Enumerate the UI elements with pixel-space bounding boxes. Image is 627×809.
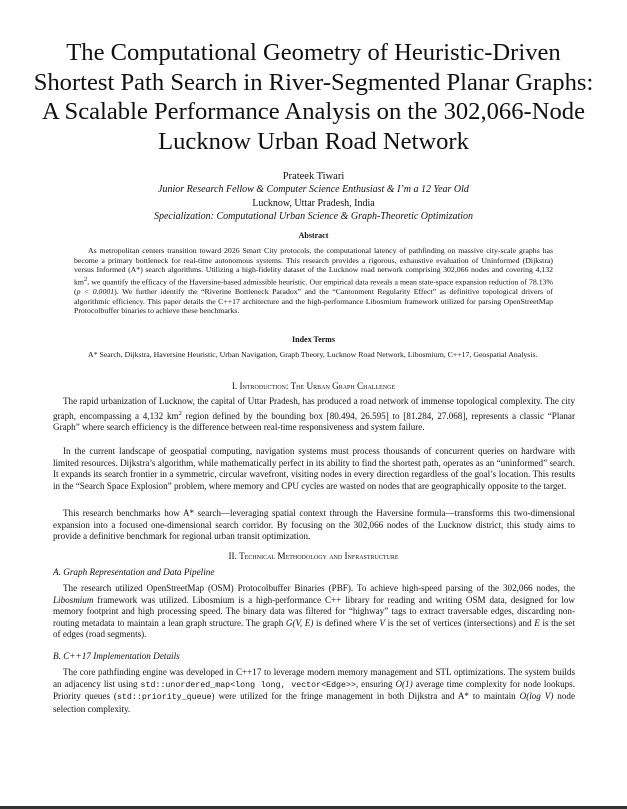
section-1-paragraph <box>53 396 575 434</box>
abstract-heading: Abstract <box>298 231 329 240</box>
section-1-heading <box>0 381 627 391</box>
section-title: Introduction: The Urban Graph Challenge <box>239 381 396 391</box>
paragraph-part: ) were utilized for the fringe management in both Dijkstra and A* to maintain <box>211 691 520 702</box>
paragraph-part: is the set of vertices (intersections) and <box>384 617 535 628</box>
paragraph-part: The research utilized OpenStreetMap (OSM) Protocolbuffer Binaries (PBF). To achieve high-speed parsing of the 302,066 nodes, the <box>63 583 575 593</box>
abstract-part: , we quantify the efficacy of the Haversine-based admissible heuristic. Our empirical data reveals a mean state-space expansion reduction of 78.13% ( <box>74 277 553 296</box>
paragraph-part: framework was utilized. Libosmium is a high-performance C++ library for reading and writing OSM data, designed for low memory footprint and high processing speed. The binary data was filtered for “highway” tags to extract traversable edges, discarding non-routing metadata to maintain a lean graph structure. The graph <box>53 594 575 628</box>
math-v: V <box>379 617 385 628</box>
paragraph-sup: 2 <box>178 409 182 417</box>
math-graph: G(V, E) <box>285 617 314 628</box>
paragraph-part: is the set of edges (road segments). <box>53 617 575 640</box>
section-2b-paragraph <box>53 667 575 715</box>
abstract-part: As metropolitan centers transition toward 2026 Smart City protocols, the computational latency of pathfinding on massive city-scale graphs has become a primary bottleneck for real-time autonomous systems. This research provides a rigorous, exhaustive evaluation of Uninformed (Dijkstra) versus Informed (A*) search algorithms. Utilizing a high-fidelity dataset of the Lucknow road network comprising 302,066 nodes and covering 4,132 km <box>74 246 553 287</box>
author-block <box>0 170 627 224</box>
paragraph-part: average time complexity for node lookups. Priority queues ( <box>53 678 575 702</box>
section-number: I. <box>231 381 240 391</box>
subsection-b-heading: B. C++17 Implementation Details <box>53 651 180 661</box>
paragraph-part: is defined where <box>313 617 380 628</box>
code-snippet: std::priority_queue <box>116 693 212 703</box>
author-name: Prateek Tiwari <box>282 171 345 182</box>
paper-title: The Computational Geometry of Heuristic-Driven Shortest Path Search in River-Segmented Planar Graphs: A Scalable Performance Analysis on the 302,066-Node Lucknow Urban Road Network <box>33 39 594 155</box>
code-snippet: std::unordered_map<long long, vector<Edge>> <box>140 680 356 690</box>
abstract-sup: 2 <box>83 275 88 283</box>
paragraph-part: node selection complexity. <box>53 691 575 714</box>
math-e: E <box>534 617 540 628</box>
section-title: Technical Methodology and Infrastructure <box>239 551 399 561</box>
paragraph-part: The rapid urbanization of Lucknow, the capital of Uttar Pradesh, has produced a road network of immense topological complexity. The city graph, encompassing a 4,132 km <box>53 396 575 421</box>
abstract-text <box>74 246 553 316</box>
subsection-a-heading: A. Graph Representation and Data Pipeline <box>53 567 215 577</box>
math-complexity: O(1) <box>395 678 413 689</box>
math-complexity: O(log V) <box>519 691 554 702</box>
section-2-heading <box>0 551 627 561</box>
index-terms-text: A* Search, Dijkstra, Haversine Heuristic, Urban Navigation, Graph Theory, Lucknow Road Network, Libosmium, C++17, Geospatial Analysis. <box>88 350 538 359</box>
author-specialization: Specialization: Computational Urban Science & Graph-Theoretic Optimization <box>153 211 474 223</box>
author-location: Lucknow, Uttar Pradesh, India <box>252 197 375 209</box>
section-1-paragraph: In the current landscape of geospatial computing, navigation systems must process thousands of concurrent queries on hardware with limited resources. Dijkstra’s algorithm, while mathematically perfect in its ability to find the shortest path, operates as an “uninformed” search. It expands its search frontier in a symmetric, circular wavefront, visiting nodes in every direction regardless of the goal’s location. This results in the “Search Space Explosion” problem, where memory and CPU cycles are wasted on nodes that are geographically opposite to the target. <box>53 446 575 491</box>
library-name: Libosmium <box>53 594 94 605</box>
paragraph-part: , ensuring <box>355 678 396 689</box>
author-affiliation: Junior Research Fellow & Computer Science Enthusiast & I’m a 12 Year Old <box>158 184 469 196</box>
section-1-paragraph: This research benchmarks how A* search—leveraging spatial context through the Haversine formula—transforms this two-dimensional expansion into a focused one-dimensional search corridor. By focusing on the 302,066 nodes of the Lucknow district, this study aims to provide a definitive benchmark for regional urban transit optimization. <box>53 508 575 542</box>
index-terms-heading: Index Terms <box>292 335 335 344</box>
section-number: II. <box>228 551 240 561</box>
paragraph-part: The core pathfinding engine was developed in C++17 to leverage modern memory management and STL optimizations. The system builds an adjacency list using <box>53 667 575 689</box>
abstract-part: ). We further identify the “Riverine Bottleneck Paradox” and the “Cantonment Regularity Effect” as definitive topological drivers of algorithmic efficiency. This paper details the C++17 architecture and the high-performance Libosmium framework utilized for parsing OpenStreetMap Protocolbuffer binaries to achieve these benchmarks. <box>74 286 553 316</box>
paragraph-part: region defined by the bounding box [80.494, 26.595] to [81.284, 27.068], represents a classic “Planar Graph” where search efficiency is the difference between real-time responsiveness and system failure. <box>53 410 575 433</box>
abstract-p-value: p < 0.0001 <box>76 286 115 296</box>
section-2a-paragraph <box>53 583 575 641</box>
